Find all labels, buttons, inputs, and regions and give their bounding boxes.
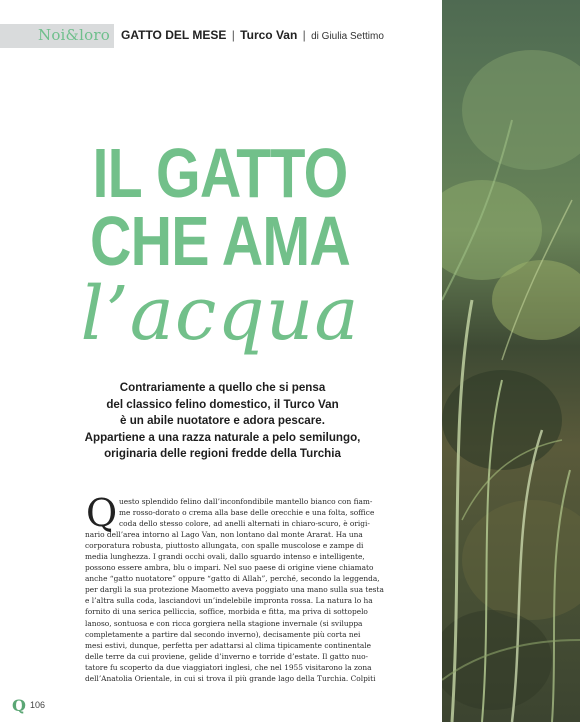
breed-label: Turco Van — [240, 28, 298, 42]
grass-blades-illustration — [442, 0, 580, 722]
body-line: coda dello stesso colore, ad anelli alternati in chiaro-scuro, è origi- — [119, 519, 370, 529]
header-rubric — [121, 28, 384, 42]
drop-cap: Q — [86, 491, 118, 535]
body-line: nario dell’area intorno al Lago Van, non lontano dal monte Ararat. Ha una — [85, 530, 363, 540]
body-line: uesto splendido felino dall’inconfondibile mantello bianco con fiam- — [119, 497, 373, 506]
header-separator-2: | — [302, 28, 306, 42]
body-line: completamente a partire dal secondo inverno), decisamente più corta nei — [85, 629, 361, 639]
body-line: mesi estivi, dunque, perfetta per adattarsi al clima tipicamente continentale — [85, 640, 372, 650]
deck-line: originaria delle regioni fredde della Turchia — [104, 447, 341, 460]
article-body — [85, 491, 423, 684]
rubric-label: GATTO DEL MESE — [121, 28, 227, 42]
body-line: dell’Anatolia Orientale, in cui si trova il più grande lago della Turchia. Colpiti — [85, 673, 376, 683]
deck-line: Contrariamente a quello che si pensa — [119, 381, 326, 394]
title-line-1: IL GATTO — [92, 134, 348, 212]
body-line: me rosso-dorato o crema alla base delle orecchie e una folta, soffice — [119, 508, 375, 518]
body-line: corporatura robusta, piuttosto allungata, con spalle muscolose e zampe di — [85, 541, 364, 551]
body-line: lanoso, sontuosa e con ricca gorgiera nella stagione invernale (si sviluppa — [85, 618, 363, 628]
deck-line: del classico felino domestico, il Turco Van — [106, 397, 339, 411]
header-separator: | — [231, 28, 235, 42]
body-line: per dargli la sua protezione Maometto aveva poggiato una mano sulla sua testa — [85, 585, 384, 595]
deck-line: Appartiene a una razza naturale a pelo semilungo, — [84, 430, 361, 444]
article-deck — [60, 380, 385, 463]
page-number: 106 — [30, 700, 46, 710]
body-line: possono essere ambra, blu o impari. Nel suo paese di origine viene chiamato — [85, 563, 374, 573]
magazine-logo: Q — [12, 696, 26, 715]
body-line: media lunghezza. I grandi occhi ovali, dallo sguardo intenso e intelligente, — [85, 552, 365, 562]
body-line: fornito di una serica pelliccia, soffice, morbida e fitta, ma priva di sottopelo — [85, 607, 368, 617]
body-line: anche “gatto nuotatore” oppure “gatto di Allah”, perché, secondo la leggenda, — [85, 574, 380, 584]
section-name: Noi&loro — [38, 26, 110, 44]
body-line: delle terre da cui proviene, gelide d’inverno e torride d’estate. Il gatto nuo- — [85, 651, 369, 661]
deck-line: è un abile nuotatore e adora pescare. — [120, 414, 325, 427]
body-line: e l’altra sulla coda, lasciandovi un’indelebile impronta rossa. La natura lo ha — [85, 596, 373, 606]
body-line: tatore fu scoperto da due viaggiatori inglesi, che nel 1955 visitarono la zona — [85, 662, 372, 672]
grass-photo — [442, 0, 580, 722]
title-line-3: l’acqua — [80, 271, 360, 357]
title-line-2: CHE AMA — [90, 202, 350, 280]
byline: di Giulia Settimo — [311, 31, 384, 42]
